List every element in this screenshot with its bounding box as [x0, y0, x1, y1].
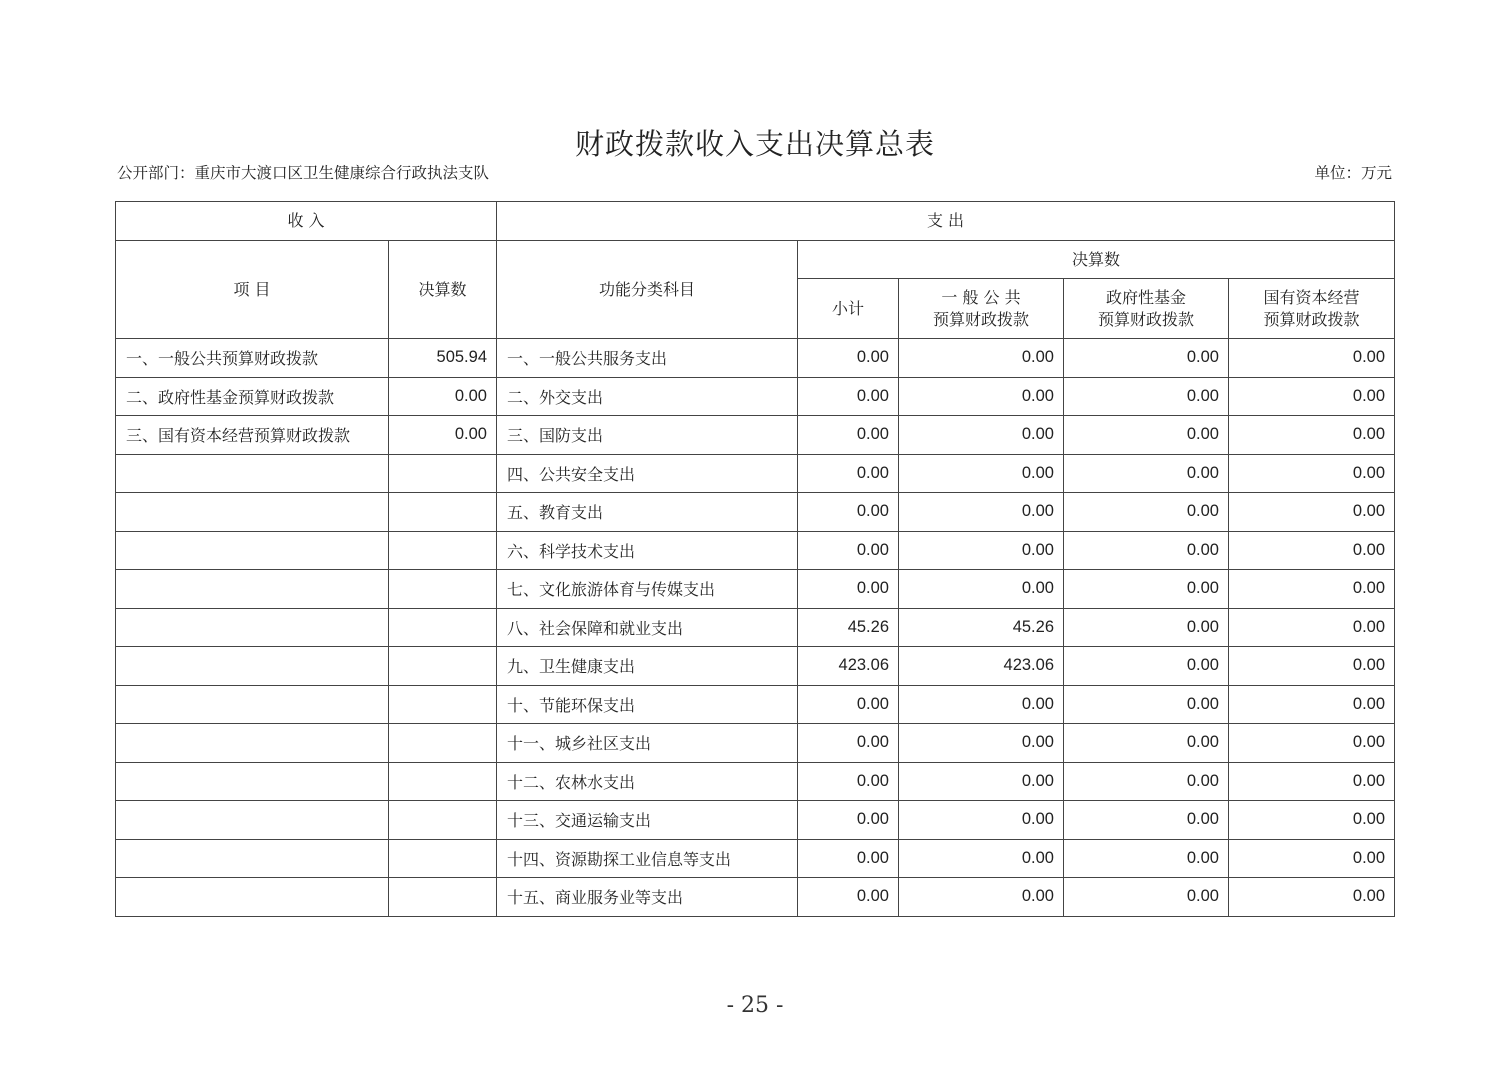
category-cell: 七、文化旅游体育与传媒支出: [497, 570, 798, 609]
department-label: 公开部门：重庆市大渡口区卫生健康综合行政执法支队: [117, 164, 490, 182]
category-cell: 十、节能环保支出: [497, 685, 798, 724]
income-item-cell: [116, 608, 389, 647]
general-budget-cell: 0.00: [899, 493, 1064, 532]
income-item-cell: [116, 724, 389, 763]
category-cell: 八、社会保障和就业支出: [497, 608, 798, 647]
table-row: [116, 878, 1395, 917]
state-capital-cell: 0.00: [1229, 416, 1395, 455]
subtotal-cell: 0.00: [798, 762, 899, 801]
income-item-cell: [116, 493, 389, 532]
general-budget-cell: 0.00: [899, 724, 1064, 763]
income-item-cell: 一、一般公共预算财政拨款: [116, 339, 389, 378]
state-capital-cell: 0.00: [1229, 454, 1395, 493]
table-row: [116, 685, 1395, 724]
fund-budget-cell: 0.00: [1064, 454, 1229, 493]
income-item-cell: [116, 839, 389, 878]
fund-budget-cell: 0.00: [1064, 493, 1229, 532]
state-capital-cell: 0.00: [1229, 531, 1395, 570]
income-amount-cell: [389, 878, 497, 917]
subtotal-cell: 0.00: [798, 493, 899, 532]
income-amount-cell: [389, 531, 497, 570]
item-header: 项 目: [116, 241, 389, 339]
subtotal-cell: 0.00: [798, 454, 899, 493]
category-cell: 六、科学技术支出: [497, 531, 798, 570]
general-budget-cell: 0.00: [899, 878, 1064, 917]
general-budget-cell: 0.00: [899, 685, 1064, 724]
amount-header: 决算数: [389, 241, 497, 339]
fund-budget-header-line2: 预算财政拨款: [1097, 309, 1194, 329]
income-amount-cell: [389, 493, 497, 532]
table-row: [116, 724, 1395, 763]
unit-label: 单位：万元: [1314, 164, 1392, 182]
category-cell: 十一、城乡社区支出: [497, 724, 798, 763]
general-budget-cell: 0.00: [899, 416, 1064, 455]
table-row: [116, 531, 1395, 570]
fund-budget-header-line1: 政府性基金: [1105, 287, 1186, 307]
state-capital-cell: 0.00: [1229, 339, 1395, 378]
state-capital-cell: 0.00: [1229, 685, 1395, 724]
general-budget-header: [899, 279, 1064, 339]
subtotal-cell: 423.06: [798, 647, 899, 686]
state-capital-cell: 0.00: [1229, 493, 1395, 532]
category-cell: 三、国防支出: [497, 416, 798, 455]
category-cell: 五、教育支出: [497, 493, 798, 532]
category-cell: 一、一般公共服务支出: [497, 339, 798, 378]
general-budget-header-line1: 一 般 公 共: [941, 287, 1021, 307]
general-budget-cell: 0.00: [899, 377, 1064, 416]
state-capital-header-line2: 预算财政拨款: [1263, 309, 1360, 329]
subtotal-cell: 0.00: [798, 377, 899, 416]
fund-budget-cell: 0.00: [1064, 377, 1229, 416]
subtotal-cell: 0.00: [798, 724, 899, 763]
fund-budget-cell: 0.00: [1064, 570, 1229, 609]
income-amount-cell: 0.00: [389, 377, 497, 416]
general-budget-cell: 0.00: [899, 839, 1064, 878]
income-item-cell: [116, 878, 389, 917]
general-budget-cell: 0.00: [899, 454, 1064, 493]
income-item-cell: 二、政府性基金预算财政拨款: [116, 377, 389, 416]
state-capital-cell: 0.00: [1229, 570, 1395, 609]
state-capital-cell: 0.00: [1229, 608, 1395, 647]
state-capital-cell: 0.00: [1229, 801, 1395, 840]
general-budget-cell: 0.00: [899, 531, 1064, 570]
final-accounts-header: 决算数: [798, 241, 1395, 279]
expenditure-header: 支 出: [497, 202, 1395, 241]
table-row: [116, 493, 1395, 532]
subtotal-cell: 0.00: [798, 531, 899, 570]
income-item-cell: [116, 570, 389, 609]
state-capital-header: [1229, 279, 1395, 339]
income-amount-cell: [389, 608, 497, 647]
category-cell: 四、公共安全支出: [497, 454, 798, 493]
income-header: 收 入: [116, 202, 497, 241]
state-capital-cell: 0.00: [1229, 647, 1395, 686]
subtotal-header: 小计: [798, 279, 899, 339]
subtotal-cell: 0.00: [798, 839, 899, 878]
table-row: [116, 339, 1395, 378]
table-row: [116, 454, 1395, 493]
general-budget-cell: 0.00: [899, 570, 1064, 609]
state-capital-header-line1: 国有资本经营: [1263, 287, 1360, 307]
state-capital-cell: 0.00: [1229, 839, 1395, 878]
general-budget-cell: 423.06: [899, 647, 1064, 686]
income-item-cell: [116, 647, 389, 686]
general-budget-cell: 0.00: [899, 762, 1064, 801]
subtotal-cell: 0.00: [798, 878, 899, 917]
fund-budget-cell: 0.00: [1064, 531, 1229, 570]
table-row: [116, 647, 1395, 686]
table-row: [116, 608, 1395, 647]
fund-budget-header: [1064, 279, 1229, 339]
table-row: [116, 801, 1395, 840]
fund-budget-cell: 0.00: [1064, 878, 1229, 917]
income-amount-cell: 505.94: [389, 339, 497, 378]
subtotal-cell: 0.00: [798, 416, 899, 455]
category-cell: 九、卫生健康支出: [497, 647, 798, 686]
fund-budget-cell: 0.00: [1064, 839, 1229, 878]
income-amount-cell: [389, 454, 497, 493]
income-item-cell: 三、国有资本经营预算财政拨款: [116, 416, 389, 455]
income-item-cell: [116, 531, 389, 570]
income-amount-cell: [389, 647, 497, 686]
income-item-cell: [116, 762, 389, 801]
subtotal-cell: 0.00: [798, 685, 899, 724]
income-amount-cell: 0.00: [389, 416, 497, 455]
income-amount-cell: [389, 570, 497, 609]
general-budget-cell: 45.26: [899, 608, 1064, 647]
income-amount-cell: [389, 801, 497, 840]
fund-budget-cell: 0.00: [1064, 647, 1229, 686]
subtotal-cell: 0.00: [798, 570, 899, 609]
category-cell: 十二、农林水支出: [497, 762, 798, 801]
income-amount-cell: [389, 762, 497, 801]
state-capital-cell: 0.00: [1229, 724, 1395, 763]
income-item-cell: [116, 801, 389, 840]
subtotal-cell: 0.00: [798, 801, 899, 840]
general-budget-cell: 0.00: [899, 801, 1064, 840]
fund-budget-cell: 0.00: [1064, 339, 1229, 378]
page-number: - 25 -: [726, 993, 784, 1018]
fund-budget-cell: 0.00: [1064, 685, 1229, 724]
general-budget-header-line2: 预算财政拨款: [932, 309, 1029, 329]
table-row: [116, 416, 1395, 455]
fund-budget-cell: 0.00: [1064, 801, 1229, 840]
table-row: [116, 762, 1395, 801]
table-row: [116, 570, 1395, 609]
income-amount-cell: [389, 839, 497, 878]
function-category-header: 功能分类科目: [497, 241, 798, 339]
income-amount-cell: [389, 724, 497, 763]
income-item-cell: [116, 454, 389, 493]
budget-table-body: [116, 339, 1395, 917]
state-capital-cell: 0.00: [1229, 377, 1395, 416]
fund-budget-cell: 0.00: [1064, 608, 1229, 647]
category-cell: 二、外交支出: [497, 377, 798, 416]
state-capital-cell: 0.00: [1229, 762, 1395, 801]
general-budget-cell: 0.00: [899, 339, 1064, 378]
income-amount-cell: [389, 685, 497, 724]
state-capital-cell: 0.00: [1229, 878, 1395, 917]
fund-budget-cell: 0.00: [1064, 724, 1229, 763]
subtotal-cell: 0.00: [798, 339, 899, 378]
table-row: [116, 839, 1395, 878]
subtotal-cell: 45.26: [798, 608, 899, 647]
table-row: [116, 377, 1395, 416]
fund-budget-cell: 0.00: [1064, 762, 1229, 801]
category-cell: 十三、交通运输支出: [497, 801, 798, 840]
category-cell: 十四、资源勘探工业信息等支出: [497, 839, 798, 878]
income-item-cell: [116, 685, 389, 724]
budget-table: [115, 201, 1395, 917]
category-cell: 十五、商业服务业等支出: [497, 878, 798, 917]
fund-budget-cell: 0.00: [1064, 416, 1229, 455]
page-title: 财政拨款收入支出决算总表: [574, 127, 935, 161]
